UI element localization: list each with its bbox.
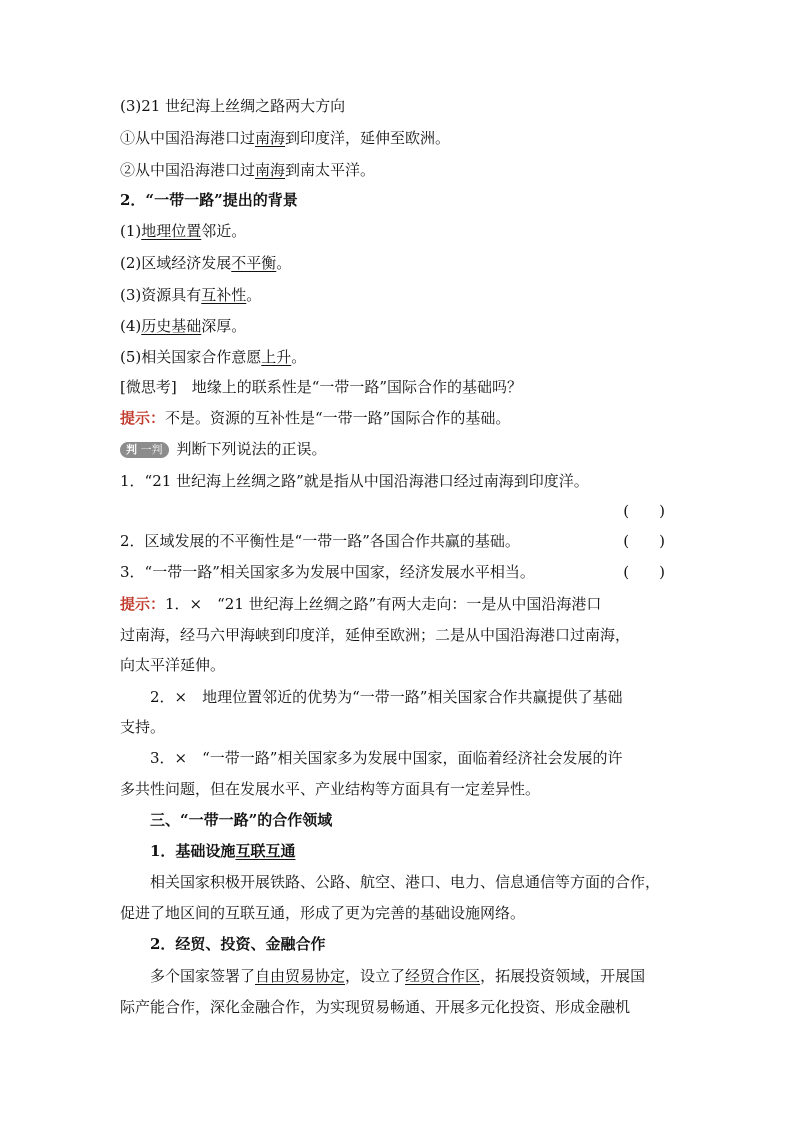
trade-paragraph-line-1: 多个国家签署了自由贸易协定，设立了经贸合作区，拓展投资领域，开展国 <box>150 967 646 985</box>
judge-question-2: 2．区域发展的不平衡性是“一带一路”各国合作共赢的基础。 <box>120 532 520 550</box>
answer-2-line-1: 2．× 地理位置邻近的优势为“一带一路”相关国家合作共赢提供了基础 <box>150 688 623 706</box>
underlined-term: 南海 <box>255 161 286 179</box>
underlined-term: 互联互通 <box>235 842 296 860</box>
answer-1-line-1: 提示：1．× “21 世纪海上丝绸之路”有两大走向：一是从中国沿海港口 <box>120 595 602 613</box>
direction-line-1: ①从中国沿海港口过南海到印度洋，延伸至欧洲。 <box>120 129 451 147</box>
underlined-term: 经贸合作区 <box>405 967 481 985</box>
trade-heading: 2．经贸、投资、金融合作 <box>150 935 326 953</box>
answer-1-line-2: 过南海，经马六甲海峡到印度洋，延伸至欧洲；二是从中国沿海港口过南海， <box>120 626 631 644</box>
judge-badge: 判 一判 <box>120 442 169 458</box>
judge-question-3: 3．“一带一路”相关国家多为发展中国家，经济发展水平相当。 <box>120 563 535 581</box>
underlined-term: 自由贸易协定 <box>255 967 346 985</box>
underlined-term: 南海 <box>255 129 286 147</box>
direction-line-2: ②从中国沿海港口过南海到南太平洋。 <box>120 161 376 179</box>
underlined-term: 互补性 <box>201 286 247 304</box>
background-heading: 2．“一带一路”提出的背景 <box>120 191 298 209</box>
answer-paren-3[interactable]: ( ) <box>623 563 665 581</box>
infrastructure-paragraph-line-1: 相关国家积极开展铁路、公路、航空、港口、电力、信息通信等方面的合作， <box>150 873 661 891</box>
answer-3-line-1: 3．× “一带一路”相关国家多为发展中国家，面临着经济社会发展的许 <box>150 749 623 767</box>
judge-instruction-line: 判 一判 判断下列说法的正误。 <box>120 439 680 459</box>
judge-question-1: 1．“21 世纪海上丝绸之路”就是指从中国沿海港口经过南海到印度洋。 <box>120 472 589 490</box>
underlined-term: 上升 <box>261 348 292 366</box>
answer-3-line-2: 多共性问题，但在发展水平、产业结构等方面具有一定差异性。 <box>120 780 541 798</box>
section-heading: (3)21 世纪海上丝绸之路两大方向 <box>120 97 346 115</box>
background-item-5: (5)相关国家合作意愿上升。 <box>120 348 307 366</box>
think-answer: 提示：不是。资源的互补性是“一带一路”国际合作的基础。 <box>120 409 511 427</box>
background-item-2: (2)区域经济发展不平衡。 <box>120 254 292 272</box>
infrastructure-paragraph-line-2: 促进了地区间的互联互通，形成了更为完善的基础设施网络。 <box>120 904 526 922</box>
background-item-4: (4)历史基础深厚。 <box>120 317 247 335</box>
background-item-3: (3)资源具有互补性。 <box>120 286 262 304</box>
think-question: [微思考] 地缘上的联系性是“一带一路”国际合作的基础吗？ <box>120 378 523 396</box>
underlined-term: 地理位置 <box>141 222 202 240</box>
underlined-term: 历史基础 <box>141 317 202 335</box>
trade-paragraph-line-2: 际产能合作，深化金融合作，为实现贸易畅通、开展多元化投资、形成金融机 <box>120 998 631 1016</box>
hint-label: 提示： <box>120 595 166 613</box>
underlined-term: 不平衡 <box>231 254 277 272</box>
cooperation-heading: 三、“一带一路”的合作领域 <box>150 811 333 829</box>
answer-paren-2[interactable]: ( ) <box>623 532 665 550</box>
answer-2-line-2: 支持。 <box>120 718 166 736</box>
hint-label: 提示： <box>120 409 166 427</box>
background-item-1: (1)地理位置邻近。 <box>120 222 247 240</box>
answer-1-line-3: 向太平洋延伸。 <box>120 656 226 674</box>
infrastructure-heading: 1．基础设施互联互通 <box>150 842 296 860</box>
answer-paren-1[interactable]: ( ) <box>623 502 665 520</box>
